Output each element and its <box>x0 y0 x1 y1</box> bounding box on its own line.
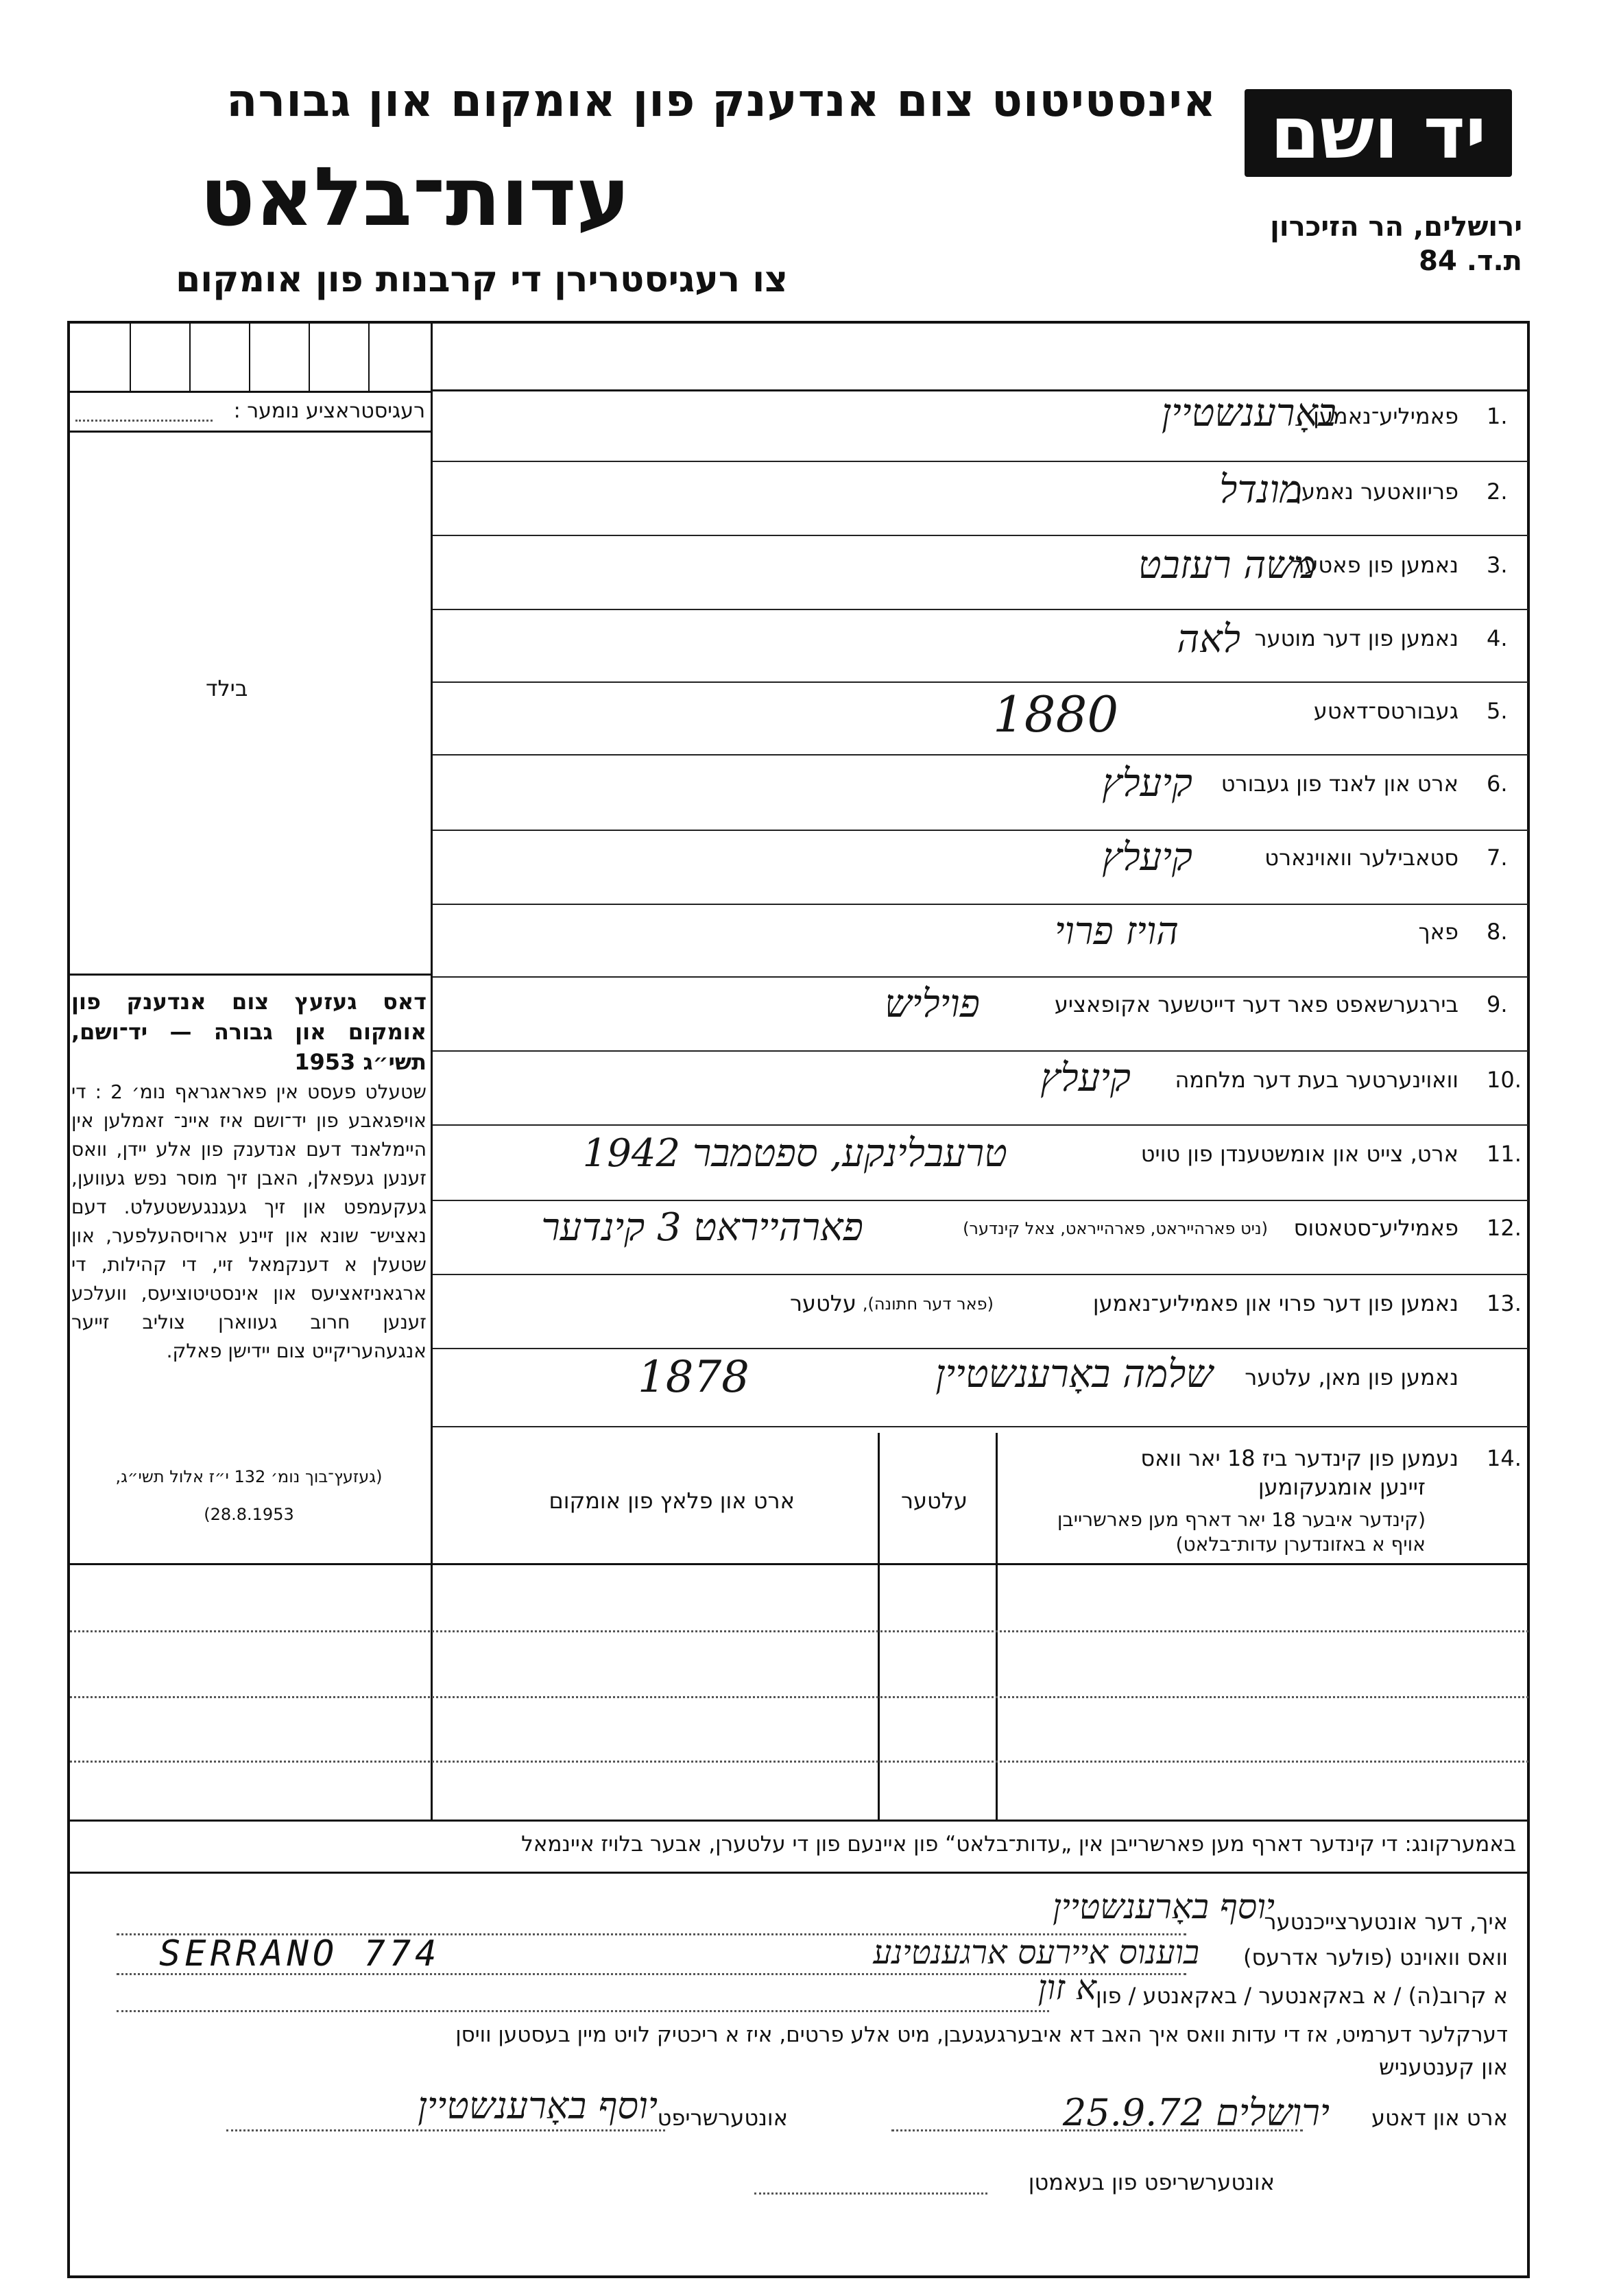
field-7-number: 7. <box>1487 845 1508 871</box>
signer-label: איך, דער אונטערצייכנטער <box>1264 1909 1508 1935</box>
field-2-number: 2. <box>1487 479 1508 505</box>
field-11-number: 11. <box>1487 1141 1522 1167</box>
declaration-line-1: דערקלער דערמיט, אז די עדות וואס איך האב דא איבערגעגעבן, מיט אלע פרטים, איז א ריכטיק לויט מיין בעסטען וויסן <box>455 2022 1508 2047</box>
registration-grid <box>71 324 428 391</box>
declaration-line-2: און קענטעניש <box>1379 2054 1508 2080</box>
birth-date-value[interactable]: 1880 <box>993 686 1119 743</box>
place-date-label: ארט און דאטע <box>1371 2105 1508 2131</box>
field-3-label: נאמען פון פאטער <box>1292 552 1458 578</box>
signature-label: אונטערשריפט <box>657 2105 788 2131</box>
field-6-number: 6. <box>1487 771 1508 797</box>
husband-label: נאמען פון מאן, עלטער <box>1245 1364 1458 1390</box>
children-label-2: זיינען אומגעקומען <box>1258 1474 1426 1500</box>
form-title: עדות־בלאט <box>200 149 630 244</box>
field-5-label: געבורטס־דאטע <box>1313 698 1458 724</box>
children-row[interactable] <box>70 1630 1528 1632</box>
left-column-divider <box>431 322 433 1821</box>
signature-value[interactable]: יוסף באָרענשטיין <box>418 2084 658 2127</box>
institute-name: אינסטיטוט צום אנדענק פון אומקום און גבורה <box>226 74 1216 127</box>
official-signature-label: אונטערשריפט פון בעאמטן <box>1028 2169 1275 2195</box>
children-note-1: (קינדער איבער 18 יאר דארף מען פארשרייבן <box>1057 1508 1426 1531</box>
relation-value[interactable]: א זון <box>1037 1968 1096 2007</box>
address-latin-value[interactable]: SERRANO 774 <box>159 1933 441 1974</box>
field-1-number: 1. <box>1487 403 1508 429</box>
law-body: שטעלט פעסט אין פאראגראף נומ׳ 2 : די אויפגאבע פון יד־ושם איז איינ־ זאמלען אין היימלאנד דעם אנדענק פון אלע יידן, וואס זענען געפאלן, האבן זיך מוסר נפש געווען, געקעמפט און זיך געגנגעשטעלט. דעם נאציש־ שונא און זיינע ארויסהעלפער, און שטעלן א דענקמאל זיי, די קהילות, די ארגאניזאציעס און אינסטיטוציעס, וועלכע זענען חרוב געווארן צוליב זייער אנגעהעריקייט צום יידישן פאלק. <box>71 1080 427 1362</box>
registration-label: רעגיסטראציע נומער : <box>233 399 425 423</box>
field-7-label: סטאבילער וואוינארט <box>1264 845 1458 871</box>
registration-field[interactable] <box>75 420 213 422</box>
place-date-value[interactable]: ירושלים 25.9.72 <box>1062 2091 1330 2134</box>
profession-value[interactable]: הויז פרוי <box>1054 909 1179 954</box>
field-13-note: (פאר דער חתונה), <box>862 1294 994 1314</box>
field-9-label: בירגערשאפט פאר דער דייטשער אקופאציע <box>1054 991 1458 1017</box>
field-13-tail: עלטער <box>789 1290 856 1316</box>
field-11-label: ארט, צייט און אומשטענדן פון טויט <box>1140 1141 1458 1167</box>
field-12-label: פאמיליע־סטאטוס <box>1293 1215 1458 1241</box>
residence-value[interactable]: קיעלץ <box>1102 835 1192 880</box>
address-line-1: ירושלים, הר הזיכרון <box>1270 211 1522 243</box>
field-8-number: 8. <box>1487 919 1508 945</box>
law-text <box>71 987 427 1366</box>
field-8-label: פאך <box>1418 919 1458 945</box>
field-10-number: 10. <box>1487 1067 1522 1093</box>
signer-value[interactable]: יוסף באָרענשטיין <box>1053 1887 1275 1926</box>
field-4-number: 4. <box>1487 625 1508 651</box>
children-note-2: אויף א באזונדערן עדות־בלאט) <box>1175 1533 1426 1556</box>
children-row[interactable] <box>70 1761 1528 1763</box>
field-3-number: 3. <box>1487 552 1508 578</box>
first-name-value[interactable]: מונדל <box>1219 468 1302 512</box>
form-subtitle: צו רעגיסטרירן די קרבנות פון אומקום <box>176 259 788 300</box>
husband-name-value[interactable]: שלמה באָרענשטיין <box>935 1352 1213 1397</box>
field-2-label: פריוואטער נאמען <box>1295 479 1458 505</box>
photo-label: בילד <box>206 675 248 701</box>
law-citation: (געזעץ־בוך נומ׳ 132 י״ז אלול תשי״ג, <box>115 1467 383 1486</box>
column-age: עלטער <box>900 1488 968 1514</box>
remark: באמערקונג: די קינדער דארף מען פארשרייבן אין „עדות־בלאט“ פון איינעם פון די עלטערן, אבער בלויז איינמאל <box>521 1832 1516 1857</box>
yad-vashem-logo: יד ושם <box>1245 89 1512 177</box>
address-line-2: ת.ד. 84 <box>1419 245 1522 277</box>
law-date: (28.8.1953 <box>204 1505 294 1524</box>
field-10-label: וואוינערטער בעת דער מלחמה <box>1175 1067 1458 1093</box>
mother-name-value[interactable]: לאה <box>1177 617 1240 662</box>
address-value[interactable]: בוענוס איירעס ארגענטינע <box>873 1933 1199 1972</box>
family-name-value[interactable]: באָרענשטיין <box>1161 391 1336 435</box>
field-4-label: נאמען פון דער מוטער <box>1254 625 1458 651</box>
birth-place-value[interactable]: קיעלץ <box>1102 761 1192 806</box>
field-13-label: נאמען פון דער פרוי און פאמיליע־נאמען <box>1092 1290 1458 1316</box>
wartime-residence-value[interactable]: קיעלץ <box>1040 1056 1131 1100</box>
children-row[interactable] <box>70 1696 1528 1698</box>
field-1-label: פאמיליע־נאמען <box>1313 403 1458 429</box>
field-12-number: 12. <box>1487 1215 1522 1241</box>
father-name-value[interactable]: משה רעזבט <box>1138 543 1316 588</box>
children-label-1: נעמען פון קינדער ביז 18 יאר וואס <box>1140 1445 1458 1471</box>
field-6-label: ארט און לאנד פון געבורט <box>1221 771 1458 797</box>
death-circumstances-value[interactable]: טרעבלינקע, ספטמבר 1942 <box>582 1131 1007 1176</box>
field-9-number: 9. <box>1487 991 1508 1017</box>
marital-status-value[interactable]: פארהייראט 3 קינדער <box>541 1205 863 1250</box>
field-13-number: 13. <box>1487 1290 1522 1316</box>
relation-label: א קרוב(ה) / א באקאנטער / באקאנטע / פון <box>1096 1983 1508 2009</box>
official-signature-field[interactable] <box>754 2192 987 2195</box>
husband-year-value[interactable]: 1878 <box>638 1352 749 1403</box>
address-label: וואס וואוינט (פולער אדרעס) <box>1242 1944 1508 1970</box>
field-14-number: 14. <box>1487 1445 1522 1471</box>
field-5-number: 5. <box>1487 698 1508 724</box>
citizenship-value[interactable]: פויליש <box>885 982 980 1026</box>
law-title: דאס געזעץ צום אנדענק פון אומקום און גבורה — יד־ושם, תשי״ג 1953 <box>71 989 427 1075</box>
column-place: ארט און פלאץ פון אומקום <box>549 1488 795 1514</box>
field-12-note: (ניט פארהייראט, פארהייראט, צאל קינדער) <box>963 1219 1268 1238</box>
